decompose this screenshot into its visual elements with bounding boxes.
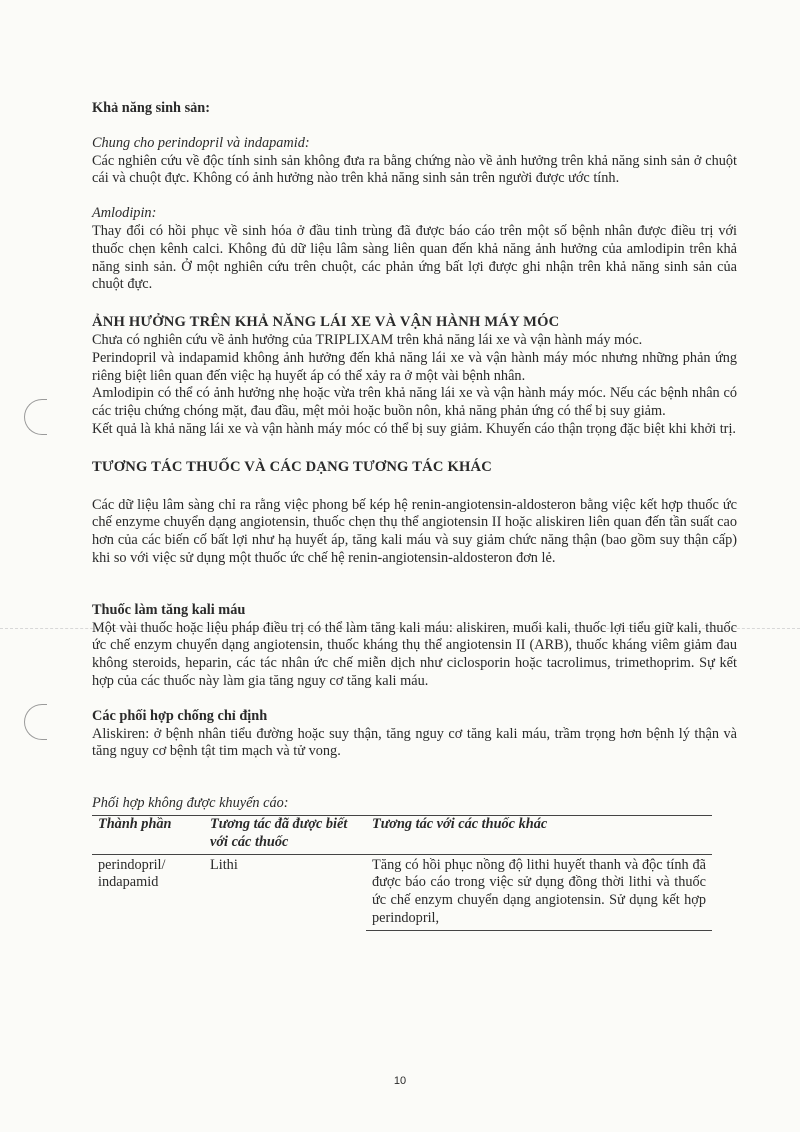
fertility-paragraph-general: Các nghiên cứu về độc tính sinh sản không đưa ra bằng chứng nào về ảnh hưởng trên khả năng sinh sản ở chuột cái và chuột đực. Không có ảnh hưởng nào trên khả năng sinh sản trên người được ước tính. — [92, 152, 737, 187]
fertility-subheading-general: Chung cho perindopril và indapamid: — [92, 134, 310, 151]
table-cell-other-interaction: Tăng có hồi phục nồng độ lithi huyết thanh và độc tính đã được báo cáo trong việc sử dụng đồng thời lithi và thuốc ức chế enzym chuyển dạng angiotensin. Sử dụng kết hợp perindopril, — [366, 854, 712, 930]
table-cell-known-interaction: Lithi — [210, 856, 238, 873]
interactions-paragraph: Các dữ liệu lâm sàng chỉ ra rằng việc phong bế kép hệ renin-angiotensin-aldosteron bằng việc kết hợp thuốc ức chế enzyme chuyển dạng angiotensin, thuốc chẹn thụ thể angiotensin II hoặc aliskiren liên quan đến tần suất cao hơn của các biến cố bất lợi như hạ huyết áp, tăng kali máu và suy giảm chức năng thận (bao gồm suy thận cấp) khi so với việc sử dụng một thuốc ức chế hệ renin-angiotensin-aldosteron đơn lẻ. — [92, 496, 737, 566]
contraindications-heading: Các phối hợp chống chỉ định — [92, 707, 268, 724]
driving-paragraph: Chưa có nghiên cứu về ảnh hưởng của TRIPLIXAM trên khả năng lái xe và vận hành máy móc. — [92, 331, 643, 348]
hyperkalemia-paragraph: Một vài thuốc hoặc liệu pháp điều trị có thể làm tăng kali máu: aliskiren, muối kali, thuốc lợi tiểu giữ kali, thuốc ức chế enzym chuyển dạng angiotensin, thuốc kháng thụ thể angiotensin II (ARB), thuốc kháng viêm giảm đau không steroids, heparin, các tác nhân ức chế miễn dịch như ciclosporin hoặc tacrolimus, trimethoprim. Sự kết hợp của các thuốc này làm gia tăng nguy cơ tăng kali máu. — [92, 619, 737, 689]
driving-paragraph: Amlodipin có thể có ảnh hưởng nhẹ hoặc vừa trên khả năng lái xe và vận hành máy móc. Nếu các bệnh nhân có các triệu chứng chóng mặt, đau đầu, mệt mỏi hoặc buồn nôn, khả năng phản ứng có thể bị suy giảm. — [92, 385, 737, 420]
driving-heading: ẢNH HƯỞNG TRÊN KHẢ NĂNG LÁI XE VÀ VẬN HÀNH MÁY MÓC — [92, 314, 560, 331]
table-header-cell: Thành phần — [92, 815, 204, 854]
table-header-row — [92, 815, 712, 854]
table-caption: Phối hợp không được khuyến cáo: — [92, 795, 289, 812]
punch-hole — [24, 704, 47, 740]
fertility-subheading-amlodipin: Amlodipin: — [92, 205, 157, 222]
fertility-paragraph-amlodipin: Thay đổi có hồi phục về sinh hóa ở đầu tinh trùng đã được báo cáo trên một số bệnh nhân được điều trị với thuốc chẹn kênh calci. Không đủ dữ liệu lâm sàng liên quan đến khả năng ảnh hưởng của amlodipin trên khả năng sinh sản. Ở một nghiên cứu trên chuột, các phản ứng bất lợi được ghi nhận trên khả năng sinh sản của chuột đực. — [92, 222, 737, 293]
interactions-table — [92, 815, 712, 931]
table-header-cell: Tương tác với các thuốc khác — [366, 815, 712, 854]
punch-hole — [24, 399, 47, 435]
document-body — [92, 100, 737, 931]
driving-paragraph: Kết quả là khả năng lái xe và vận hành máy móc có thể bị suy giảm. Khuyến cáo thận trọng đặc biệt khi khởi trị. — [92, 420, 736, 437]
driving-paragraph: Perindopril và indapamid không ảnh hưởng đến khả năng lái xe và vận hành máy móc nhưng những phản ứng riêng biệt liên quan đến việc hạ huyết áp có thể xảy ra ở một vài bệnh nhân. — [92, 349, 737, 384]
contraindications-paragraph: Aliskiren: ở bệnh nhân tiểu đường hoặc suy thận, tăng nguy cơ tăng kali máu, trầm trọng hơn bệnh lý thận và tăng nguy cơ bệnh tật tim mạch và tử vong. — [92, 725, 737, 760]
table-header-cell: Tương tác đã được biết với các thuốc — [204, 815, 366, 854]
table-row — [92, 854, 712, 930]
table-cell-component: perindopril/ indapamid — [98, 856, 166, 891]
page-number: 10 — [393, 1075, 407, 1087]
interactions-heading: TƯƠNG TÁC THUỐC VÀ CÁC DẠNG TƯƠNG TÁC KHÁC — [92, 458, 493, 475]
hyperkalemia-heading: Thuốc làm tăng kali máu — [92, 601, 246, 618]
fertility-heading: Khả năng sinh sản: — [92, 100, 211, 116]
